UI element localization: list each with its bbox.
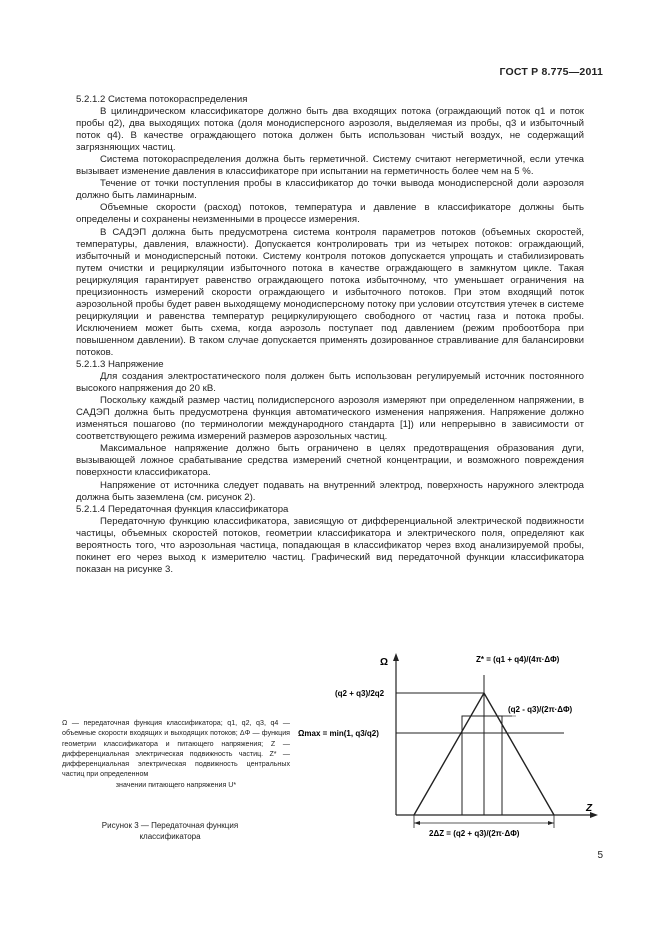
- base-width-label: 2ΔZ = (q2 + q3)/(2π·ΔΦ): [429, 829, 520, 838]
- figure-legend: [62, 718, 290, 790]
- section-heading: 5.2.1.3 Напряжение: [76, 359, 164, 371]
- paragraph: Для создания электростатического поля должен быть использован регулируемый источник постоянного высокого напряжения до 20 кВ.: [76, 371, 584, 395]
- body-text: [76, 94, 584, 576]
- paragraph: Объемные скорости (расход) потоков, температура и давление в классификаторе должны быть определены и сохранены неизменными в процессе измерения.: [76, 202, 584, 226]
- section-heading: 5.2.1.4 Передаточная функция классификатора: [76, 503, 289, 515]
- legend-last-line: значении питающего напряжения U*: [115, 780, 237, 789]
- peak-label: (q2 + q3)/2q2: [335, 689, 385, 698]
- x-axis-label: Z: [586, 803, 593, 814]
- section-heading: 5.2.1.2 Система потокораспределения: [76, 94, 248, 105]
- paragraph: В САДЭП должна быть предусмотрена система контроля параметров потоков (объемных скоростей, температуры, давления, влажности). Допускается контролировать три из четырех потоков: ограждающий, избыточный и монодисперсный потоки. Систему контроля потоков допускается упрощать и стабилизировать путем очистки и рециркуляции избыточного потока в качестве ограждающего в замкнутом цикле. Такая рециркуляция гарантирует равенство ограждающего потока избыточному, что уменьшает ограничения на прецизионность измерений скорости ограждающего и избыточного потоков. При этом входящий поток аэрозольной пробы будет равен выходящему монодисперсному потоку при условии отсутствия утечек в системе рециркуляции и равенства температур рециркулирующего свободного от частиц газа и потока пробы. Исключением может быть схема, когда аэрозоль поступает под давлением (режим пробоотбора при повышенном давлении). В таком случае допускается применять дозированное стравливание для балансировки потоков.: [76, 226, 584, 358]
- paragraph: Поскольку каждый размер частиц полидисперсного аэрозоля измеряют при определенном напряжении, в САДЭП должна быть предусмотрена функция автоматического изменения напряжения. Напряжение должно изменяться пошагово (по терминологии международного стандарта [1]) или непрерывно в зависимости от соответствующего режима измерений размеров аэрозольных частиц.: [76, 395, 584, 443]
- legend-text: Ω — передаточная функция классификатора; q1, q2, q3, q4 — объемные скорости входящих и выходящих потоков; ΔΦ — функция геометрии классификатора и питающего напряжения; Z — дифференциальная электрическая подвижность частиц. Z* — дифференциальная электрическая подвижность центральных частиц при определенном: [62, 719, 290, 779]
- omega-max-label: Ωmax = min(1, q3/q2): [298, 729, 379, 738]
- paragraph: Напряжение от источника следует подавать на внутренний электрод, поверхность наружного электрода должна быть заземлена (см. рисунок 2).: [76, 479, 584, 503]
- caption-line-2: классификатора: [139, 831, 201, 841]
- inner-trapezoid: [462, 716, 502, 815]
- paragraph: В цилиндрическом классификаторе должно быть два входящих потока (ограждающий поток q1 и поток пробы q2), два выходящих потока (доля монодисперсного аэрозоля, выделяемая из пробы, q3 и избыточный поток q4). В качестве ограждающего потока должен быть использован чистый воздух, не содержащий загрязняющих частиц.: [76, 106, 584, 154]
- y-axis-label: Ω: [380, 657, 389, 668]
- dim-arrow-left: [414, 821, 420, 825]
- paragraph: Передаточную функцию классификатора, зависящую от дифференциальной электрической подвижности частицы, объемных скоростей потоков, геометрии классификатора и электрического поля, определяют как вероятность того, что аэрозольная частица, попадающая в классификатор через вход анализируемой пробы, покинет его через выход к измерителю частиц. Графический вид передаточной функции классификатора показан на рисунке 3.: [76, 515, 584, 575]
- z-star-label: Z* = (q1 + q4)/(4π·ΔΦ): [476, 655, 560, 664]
- document-header: ГОСТ Р 8.775—2011: [499, 66, 603, 78]
- figure-caption: [70, 821, 270, 842]
- paragraph: Максимальное напряжение должно быть ограничено в целях предотвращения образования дуги, вызывающей ложное срабатывание средства измерений счетной концентрации, и возможного повреждения поверхности классификатора.: [76, 443, 584, 479]
- dim-arrow-right: [548, 821, 554, 825]
- paragraph: Система потокораспределения должна быть герметичной. Систему считают негерметичной, если утечка вызывает изменение давления в классификаторе при испытании на герметичность более чем на 5 %.: [76, 154, 584, 178]
- caption-line-1: Рисунок 3 — Передаточная функция: [101, 821, 239, 830]
- paragraph: Течение от точки поступления пробы в классификатор до точки вывода монодисперсной доли аэрозоля должно быть ламинарным.: [76, 178, 584, 202]
- page-number: 5: [597, 850, 603, 861]
- transfer-function-figure: [290, 645, 610, 840]
- right-width-label: (q2 - q3)/(2π·ΔΦ): [508, 705, 573, 714]
- y-axis-arrow: [393, 653, 399, 661]
